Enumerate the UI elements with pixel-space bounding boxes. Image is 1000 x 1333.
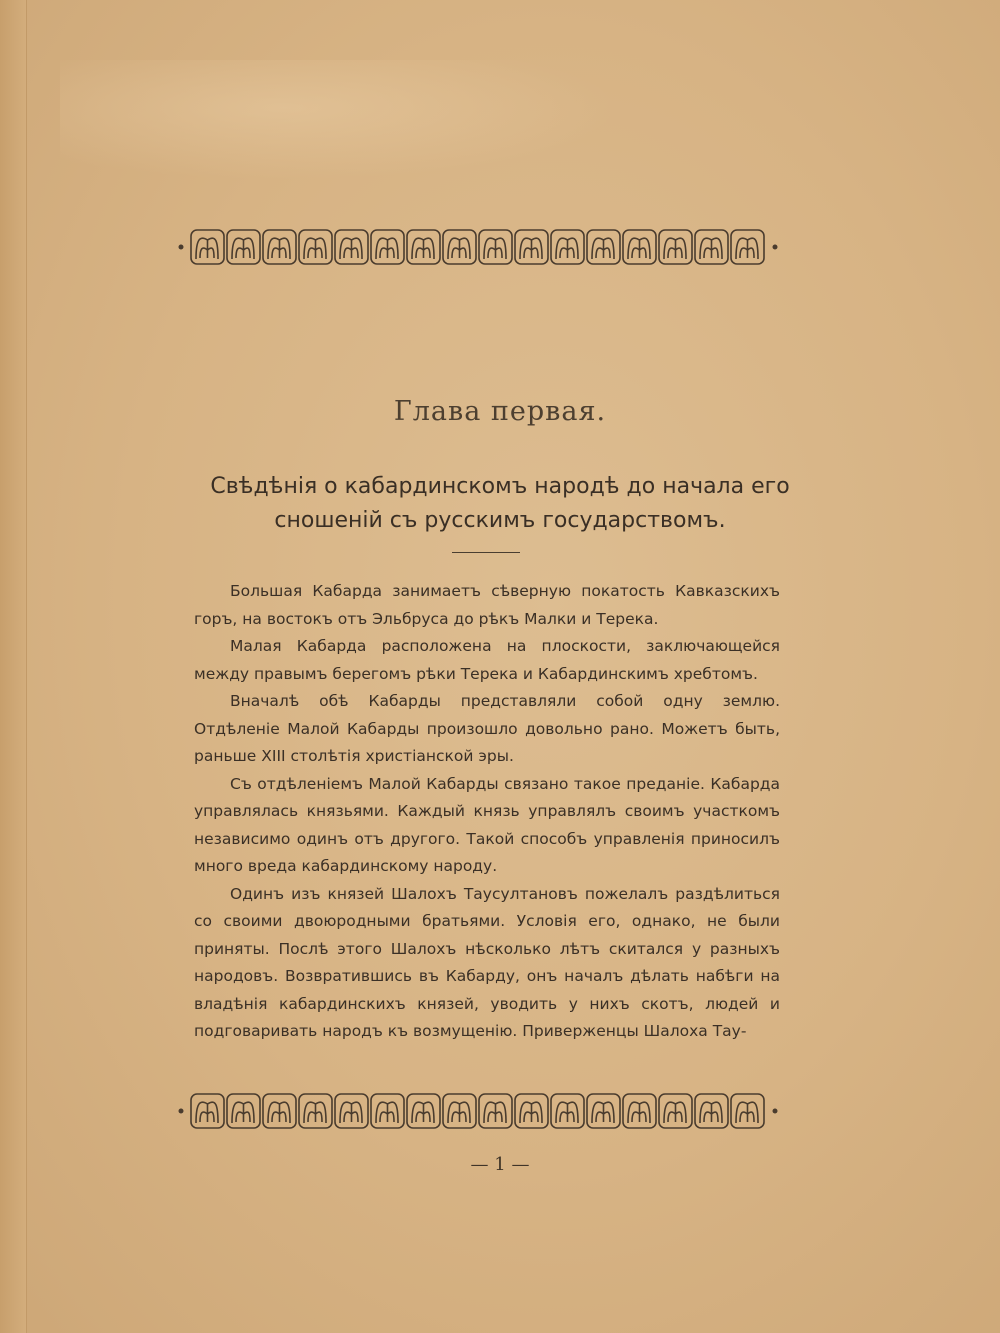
body-text xyxy=(194,578,780,1046)
paragraph: Вначалѣ обѣ Кабарды представляли собой одну землю. Отдѣленіе Малой Кабарды произошло довольно рано. Можетъ быть, раньше XIII столѣтія христіанской эры. xyxy=(194,692,780,765)
page-edge xyxy=(0,0,27,1333)
page-number: — 1 — xyxy=(470,1154,530,1175)
top-ornament-border xyxy=(176,226,780,268)
paragraph: Малая Кабарда расположена на плоскости, заключающейся между правымъ берегомъ рѣки Терека и Кабардинскимъ хребтомъ. xyxy=(194,637,780,683)
subtitle-line-2: сношеній съ русскимъ государствомъ. xyxy=(274,508,726,533)
subtitle-line-1: Свѣдѣнія о кабардинскомъ народѣ до начала его xyxy=(210,474,790,499)
paper-stain xyxy=(60,60,620,180)
bottom-ornament-border xyxy=(176,1090,780,1132)
paragraph: Одинъ изъ князей Шалохъ Таусултановъ пожелалъ раздѣлиться со своими двоюродными братьями. Условія его, однако, не были приняты. Послѣ этого Шалохъ нѣсколько лѣтъ скитался у разныхъ народовъ. Возвратившись въ Кабарду, онъ началъ дѣлать набѣги на владѣнія кабардинскихъ князей, уводить у нихъ скотъ, людей и подговаривать народъ къ возмущенію. Приверженцы Шалоха Тау- xyxy=(194,884,780,1040)
chapter-subtitle xyxy=(170,470,830,538)
chapter-title: Глава первая. xyxy=(393,396,607,427)
divider-rule xyxy=(452,552,520,553)
paragraph: Съ отдѣленіемъ Малой Кабарды связано такое преданіе. Кабарда управлялась князьями. Каждый князь управлялъ своимъ участкомъ независимо одинъ отъ другого. Такой способъ управленія приносилъ много вреда кабардинскому народу. xyxy=(194,774,780,875)
paragraph: Большая Кабарда занимаетъ сѣверную покатость Кавказскихъ горъ, на востокъ отъ Эльбруса до рѣкъ Малки и Терека. xyxy=(194,582,780,628)
